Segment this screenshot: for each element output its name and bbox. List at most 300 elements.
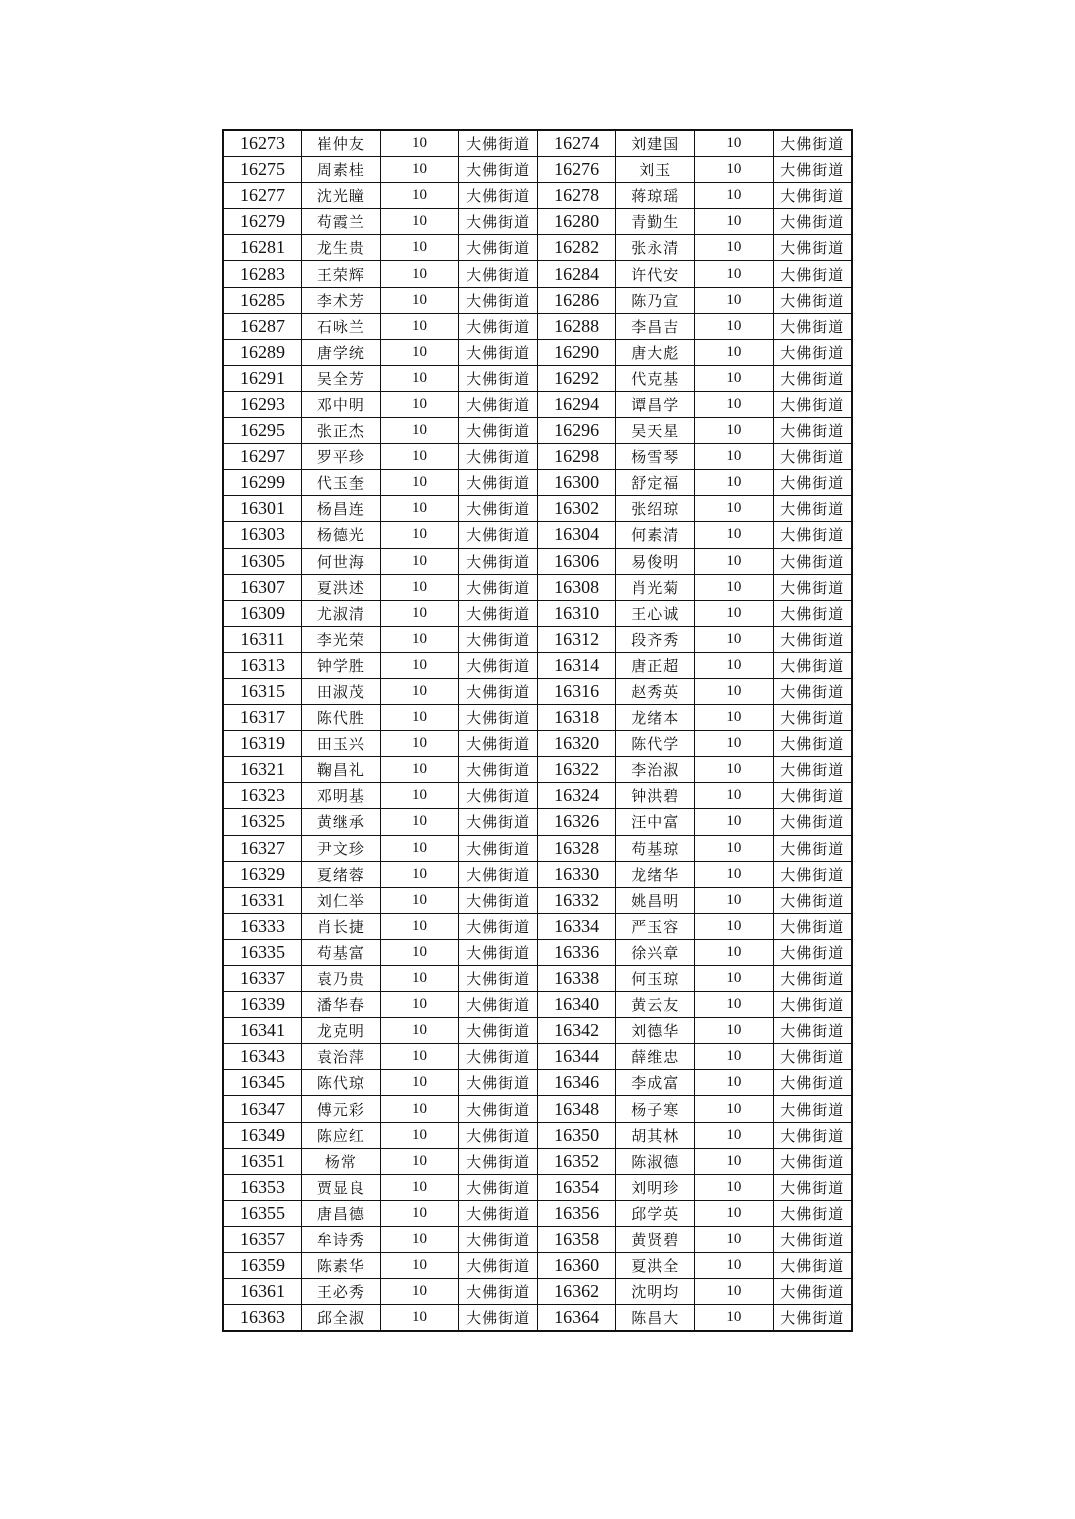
entry-number: 16322: [537, 757, 616, 783]
entry-name: 田淑茂: [302, 678, 381, 704]
entry-name: 汪中富: [616, 809, 695, 835]
entry-area: 大佛街道: [459, 809, 538, 835]
entry-amount: 10: [380, 444, 459, 470]
entry-number: 16276: [537, 157, 616, 183]
entry-number: 16314: [537, 652, 616, 678]
entry-name: 钟洪碧: [616, 783, 695, 809]
entry-number: 16284: [537, 261, 616, 287]
table-row: [223, 731, 852, 757]
entry-amount: 10: [380, 705, 459, 731]
table-row: [223, 444, 852, 470]
entry-area: 大佛街道: [459, 1279, 538, 1305]
entry-amount: 10: [380, 418, 459, 444]
entry-name: 袁治萍: [302, 1044, 381, 1070]
entry-name: 夏洪全: [616, 1253, 695, 1279]
entry-number: 16275: [223, 157, 302, 183]
entry-amount: 10: [695, 1018, 774, 1044]
entry-area: 大佛街道: [459, 418, 538, 444]
entry-amount: 10: [380, 261, 459, 287]
table-row: [223, 391, 852, 417]
entry-name: 邱全淑: [302, 1305, 381, 1332]
table-row: [223, 600, 852, 626]
entry-area: 大佛街道: [773, 913, 852, 939]
entry-amount: 10: [695, 1096, 774, 1122]
entry-number: 16279: [223, 209, 302, 235]
entry-amount: 10: [380, 757, 459, 783]
table-row: [223, 783, 852, 809]
entry-number: 16357: [223, 1226, 302, 1252]
entry-name: 石咏兰: [302, 313, 381, 339]
entry-name: 王必秀: [302, 1279, 381, 1305]
entry-amount: 10: [380, 470, 459, 496]
entry-amount: 10: [380, 365, 459, 391]
entry-amount: 10: [380, 209, 459, 235]
entry-number: 16348: [537, 1096, 616, 1122]
entry-amount: 10: [695, 1253, 774, 1279]
entry-number: 16323: [223, 783, 302, 809]
entry-name: 唐昌德: [302, 1200, 381, 1226]
entry-number: 16331: [223, 887, 302, 913]
table-row: [223, 261, 852, 287]
entry-number: 16301: [223, 496, 302, 522]
entry-area: 大佛街道: [773, 809, 852, 835]
entry-name: 何世海: [302, 548, 381, 574]
entry-number: 16321: [223, 757, 302, 783]
entry-amount: 10: [380, 809, 459, 835]
entry-name: 张永清: [616, 235, 695, 261]
entry-area: 大佛街道: [459, 652, 538, 678]
entry-area: 大佛街道: [459, 678, 538, 704]
entry-amount: 10: [380, 522, 459, 548]
entry-number: 16325: [223, 809, 302, 835]
table-row: [223, 861, 852, 887]
entry-name: 黄云友: [616, 992, 695, 1018]
entry-area: 大佛街道: [459, 939, 538, 965]
table-row: [223, 913, 852, 939]
entry-area: 大佛街道: [459, 157, 538, 183]
entry-area: 大佛街道: [773, 939, 852, 965]
entry-amount: 10: [380, 183, 459, 209]
entry-area: 大佛街道: [459, 1148, 538, 1174]
table-row: [223, 1122, 852, 1148]
table-row: [223, 835, 852, 861]
entry-number: 16278: [537, 183, 616, 209]
entry-number: 16350: [537, 1122, 616, 1148]
entry-name: 张绍琼: [616, 496, 695, 522]
entry-number: 16333: [223, 913, 302, 939]
entry-area: 大佛街道: [459, 365, 538, 391]
entry-name: 姚昌明: [616, 887, 695, 913]
entry-name: 陈昌大: [616, 1305, 695, 1332]
entry-area: 大佛街道: [773, 365, 852, 391]
entry-name: 唐学统: [302, 339, 381, 365]
entry-name: 赵秀英: [616, 678, 695, 704]
entry-number: 16354: [537, 1174, 616, 1200]
entry-area: 大佛街道: [459, 1018, 538, 1044]
entry-number: 16336: [537, 939, 616, 965]
entry-amount: 10: [380, 235, 459, 261]
entry-number: 16338: [537, 966, 616, 992]
entry-area: 大佛街道: [773, 209, 852, 235]
entry-area: 大佛街道: [773, 731, 852, 757]
entry-amount: 10: [380, 626, 459, 652]
entry-name: 李光荣: [302, 626, 381, 652]
entry-area: 大佛街道: [459, 1096, 538, 1122]
entry-number: 16281: [223, 235, 302, 261]
entry-name: 陈应红: [302, 1122, 381, 1148]
entry-area: 大佛街道: [459, 522, 538, 548]
entry-name: 王心诚: [616, 600, 695, 626]
entry-number: 16334: [537, 913, 616, 939]
table-row: [223, 574, 852, 600]
entry-area: 大佛街道: [459, 1253, 538, 1279]
entry-number: 16349: [223, 1122, 302, 1148]
entry-area: 大佛街道: [773, 992, 852, 1018]
entry-amount: 10: [380, 1122, 459, 1148]
entry-name: 苟霞兰: [302, 209, 381, 235]
entry-name: 李治淑: [616, 757, 695, 783]
entry-name: 代玉奎: [302, 470, 381, 496]
table-row: [223, 887, 852, 913]
entry-number: 16342: [537, 1018, 616, 1044]
entry-number: 16293: [223, 391, 302, 417]
entry-amount: 10: [380, 1096, 459, 1122]
entry-name: 肖光菊: [616, 574, 695, 600]
entry-amount: 10: [380, 1044, 459, 1070]
entry-area: 大佛街道: [773, 130, 852, 157]
entry-area: 大佛街道: [459, 1305, 538, 1332]
table-row: [223, 1044, 852, 1070]
entry-name: 严玉容: [616, 913, 695, 939]
table-row: [223, 626, 852, 652]
entry-name: 肖长捷: [302, 913, 381, 939]
entry-area: 大佛街道: [773, 1070, 852, 1096]
entry-area: 大佛街道: [459, 757, 538, 783]
entry-number: 16290: [537, 339, 616, 365]
entry-amount: 10: [380, 1018, 459, 1044]
entry-name: 陈代琼: [302, 1070, 381, 1096]
entry-name: 谭昌学: [616, 391, 695, 417]
entry-name: 何素清: [616, 522, 695, 548]
table-row: [223, 809, 852, 835]
table-row: [223, 1279, 852, 1305]
entry-name: 陈乃宣: [616, 287, 695, 313]
entry-name: 杨子寒: [616, 1096, 695, 1122]
entry-amount: 10: [695, 209, 774, 235]
entry-number: 16315: [223, 678, 302, 704]
entry-area: 大佛街道: [459, 1070, 538, 1096]
entry-amount: 10: [695, 235, 774, 261]
entry-number: 16363: [223, 1305, 302, 1332]
entry-name: 沈明均: [616, 1279, 695, 1305]
entry-area: 大佛街道: [459, 1044, 538, 1070]
entry-area: 大佛街道: [459, 1200, 538, 1226]
entry-area: 大佛街道: [773, 418, 852, 444]
entry-number: 16291: [223, 365, 302, 391]
entry-number: 16303: [223, 522, 302, 548]
entry-number: 16355: [223, 1200, 302, 1226]
entry-area: 大佛街道: [773, 1200, 852, 1226]
entry-name: 袁乃贵: [302, 966, 381, 992]
entry-amount: 10: [695, 913, 774, 939]
table-row: [223, 365, 852, 391]
entry-area: 大佛街道: [459, 287, 538, 313]
entry-number: 16294: [537, 391, 616, 417]
table-row: [223, 496, 852, 522]
entry-name: 龙绪本: [616, 705, 695, 731]
entry-area: 大佛街道: [459, 313, 538, 339]
entry-name: 刘玉: [616, 157, 695, 183]
entry-amount: 10: [380, 313, 459, 339]
entry-area: 大佛街道: [773, 652, 852, 678]
table-row: [223, 1174, 852, 1200]
entry-amount: 10: [380, 1305, 459, 1332]
table-row: [223, 1226, 852, 1252]
table-row: [223, 1148, 852, 1174]
entry-number: 16345: [223, 1070, 302, 1096]
entry-amount: 10: [695, 1148, 774, 1174]
entry-area: 大佛街道: [773, 1279, 852, 1305]
entry-name: 刘明珍: [616, 1174, 695, 1200]
entry-name: 黄贤碧: [616, 1226, 695, 1252]
entry-name: 邱学英: [616, 1200, 695, 1226]
entry-area: 大佛街道: [773, 1226, 852, 1252]
entry-amount: 10: [380, 130, 459, 157]
entry-area: 大佛街道: [459, 992, 538, 1018]
entry-area: 大佛街道: [459, 731, 538, 757]
entry-name: 夏绪蓉: [302, 861, 381, 887]
entry-amount: 10: [380, 391, 459, 417]
entry-amount: 10: [695, 966, 774, 992]
entry-number: 16341: [223, 1018, 302, 1044]
entry-name: 苟基富: [302, 939, 381, 965]
entry-amount: 10: [380, 939, 459, 965]
entry-area: 大佛街道: [459, 339, 538, 365]
entry-number: 16274: [537, 130, 616, 157]
entry-number: 16312: [537, 626, 616, 652]
entry-area: 大佛街道: [459, 391, 538, 417]
entry-area: 大佛街道: [459, 261, 538, 287]
entry-area: 大佛街道: [459, 496, 538, 522]
entry-number: 16330: [537, 861, 616, 887]
entry-amount: 10: [695, 1070, 774, 1096]
entry-name: 易俊明: [616, 548, 695, 574]
entry-number: 16332: [537, 887, 616, 913]
entry-area: 大佛街道: [773, 235, 852, 261]
entry-area: 大佛街道: [459, 1226, 538, 1252]
entry-area: 大佛街道: [773, 444, 852, 470]
entry-number: 16358: [537, 1226, 616, 1252]
entry-area: 大佛街道: [459, 913, 538, 939]
entry-number: 16304: [537, 522, 616, 548]
entry-name: 崔仲友: [302, 130, 381, 157]
entry-number: 16347: [223, 1096, 302, 1122]
entry-amount: 10: [695, 809, 774, 835]
entry-area: 大佛街道: [773, 496, 852, 522]
entry-amount: 10: [695, 783, 774, 809]
table-row: [223, 1018, 852, 1044]
entry-number: 16316: [537, 678, 616, 704]
entry-number: 16297: [223, 444, 302, 470]
entry-name: 吴全芳: [302, 365, 381, 391]
entry-number: 16344: [537, 1044, 616, 1070]
entry-name: 胡其林: [616, 1122, 695, 1148]
entry-amount: 10: [695, 444, 774, 470]
table-row: [223, 209, 852, 235]
table-row: [223, 157, 852, 183]
entry-amount: 10: [695, 130, 774, 157]
entry-name: 蒋琼瑶: [616, 183, 695, 209]
entry-amount: 10: [695, 1122, 774, 1148]
entry-name: 杨常: [302, 1148, 381, 1174]
entry-number: 16285: [223, 287, 302, 313]
entry-area: 大佛街道: [459, 1122, 538, 1148]
entry-number: 16361: [223, 1279, 302, 1305]
entry-name: 周素桂: [302, 157, 381, 183]
entry-number: 16327: [223, 835, 302, 861]
entry-amount: 10: [695, 652, 774, 678]
entry-name: 唐正超: [616, 652, 695, 678]
entry-area: 大佛街道: [773, 1096, 852, 1122]
entry-area: 大佛街道: [459, 1174, 538, 1200]
entry-amount: 10: [695, 835, 774, 861]
entry-amount: 10: [380, 1226, 459, 1252]
entry-number: 16335: [223, 939, 302, 965]
entry-amount: 10: [380, 887, 459, 913]
entry-name: 李成富: [616, 1070, 695, 1096]
entry-number: 16362: [537, 1279, 616, 1305]
entry-amount: 10: [695, 287, 774, 313]
entry-area: 大佛街道: [459, 444, 538, 470]
entry-number: 16286: [537, 287, 616, 313]
entry-amount: 10: [380, 1070, 459, 1096]
entry-area: 大佛街道: [773, 548, 852, 574]
entry-name: 代克基: [616, 365, 695, 391]
entry-number: 16328: [537, 835, 616, 861]
entry-name: 陈代学: [616, 731, 695, 757]
entry-amount: 10: [695, 939, 774, 965]
entry-number: 16340: [537, 992, 616, 1018]
entry-number: 16352: [537, 1148, 616, 1174]
entry-number: 16305: [223, 548, 302, 574]
entry-area: 大佛街道: [773, 1148, 852, 1174]
entry-amount: 10: [380, 339, 459, 365]
table-row: [223, 548, 852, 574]
entry-amount: 10: [380, 913, 459, 939]
entry-name: 龙绪华: [616, 861, 695, 887]
entry-number: 16283: [223, 261, 302, 287]
entry-name: 邓明基: [302, 783, 381, 809]
entry-amount: 10: [695, 600, 774, 626]
entry-area: 大佛街道: [459, 183, 538, 209]
entry-amount: 10: [695, 365, 774, 391]
entry-number: 16356: [537, 1200, 616, 1226]
entry-number: 16273: [223, 130, 302, 157]
entry-area: 大佛街道: [773, 470, 852, 496]
table-row: [223, 287, 852, 313]
entry-name: 刘德华: [616, 1018, 695, 1044]
entry-amount: 10: [380, 861, 459, 887]
entry-number: 16329: [223, 861, 302, 887]
entry-area: 大佛街道: [773, 574, 852, 600]
entry-name: 唐大彪: [616, 339, 695, 365]
entry-amount: 10: [695, 496, 774, 522]
entry-amount: 10: [695, 574, 774, 600]
entry-number: 16282: [537, 235, 616, 261]
entry-name: 杨雪琴: [616, 444, 695, 470]
entry-number: 16311: [223, 626, 302, 652]
entry-area: 大佛街道: [773, 626, 852, 652]
entry-area: 大佛街道: [773, 757, 852, 783]
entry-name: 傅元彩: [302, 1096, 381, 1122]
table-row: [223, 757, 852, 783]
table-row: [223, 1253, 852, 1279]
entry-name: 许代安: [616, 261, 695, 287]
table-row: [223, 470, 852, 496]
entry-name: 鞠昌礼: [302, 757, 381, 783]
entry-number: 16353: [223, 1174, 302, 1200]
entry-name: 杨昌连: [302, 496, 381, 522]
entry-name: 李术芳: [302, 287, 381, 313]
entry-area: 大佛街道: [459, 235, 538, 261]
entry-name: 苟基琼: [616, 835, 695, 861]
entry-amount: 10: [695, 1200, 774, 1226]
roster-table: [222, 129, 853, 1332]
entry-name: 青勤生: [616, 209, 695, 235]
entry-number: 16306: [537, 548, 616, 574]
entry-number: 16326: [537, 809, 616, 835]
entry-number: 16318: [537, 705, 616, 731]
entry-number: 16289: [223, 339, 302, 365]
entry-number: 16307: [223, 574, 302, 600]
entry-amount: 10: [695, 1305, 774, 1332]
entry-name: 陈素华: [302, 1253, 381, 1279]
entry-area: 大佛街道: [459, 705, 538, 731]
entry-name: 刘建国: [616, 130, 695, 157]
entry-amount: 10: [380, 157, 459, 183]
entry-amount: 10: [695, 861, 774, 887]
entry-name: 邓中明: [302, 391, 381, 417]
entry-number: 16300: [537, 470, 616, 496]
entry-area: 大佛街道: [773, 678, 852, 704]
table-row: [223, 652, 852, 678]
entry-area: 大佛街道: [773, 966, 852, 992]
entry-number: 16287: [223, 313, 302, 339]
entry-area: 大佛街道: [773, 1305, 852, 1332]
entry-amount: 10: [695, 757, 774, 783]
entry-name: 吴天星: [616, 418, 695, 444]
entry-name: 薛维忠: [616, 1044, 695, 1070]
entry-number: 16364: [537, 1305, 616, 1332]
entry-area: 大佛街道: [773, 339, 852, 365]
entry-amount: 10: [380, 1174, 459, 1200]
entry-amount: 10: [380, 1148, 459, 1174]
entry-number: 16299: [223, 470, 302, 496]
table-row: [223, 1200, 852, 1226]
entry-amount: 10: [695, 391, 774, 417]
entry-amount: 10: [695, 992, 774, 1018]
entry-name: 陈代胜: [302, 705, 381, 731]
entry-number: 16339: [223, 992, 302, 1018]
entry-amount: 10: [695, 157, 774, 183]
entry-amount: 10: [380, 496, 459, 522]
entry-number: 16343: [223, 1044, 302, 1070]
entry-area: 大佛街道: [459, 966, 538, 992]
entry-area: 大佛街道: [773, 313, 852, 339]
entry-amount: 10: [695, 313, 774, 339]
table-row: [223, 966, 852, 992]
entry-area: 大佛街道: [773, 600, 852, 626]
